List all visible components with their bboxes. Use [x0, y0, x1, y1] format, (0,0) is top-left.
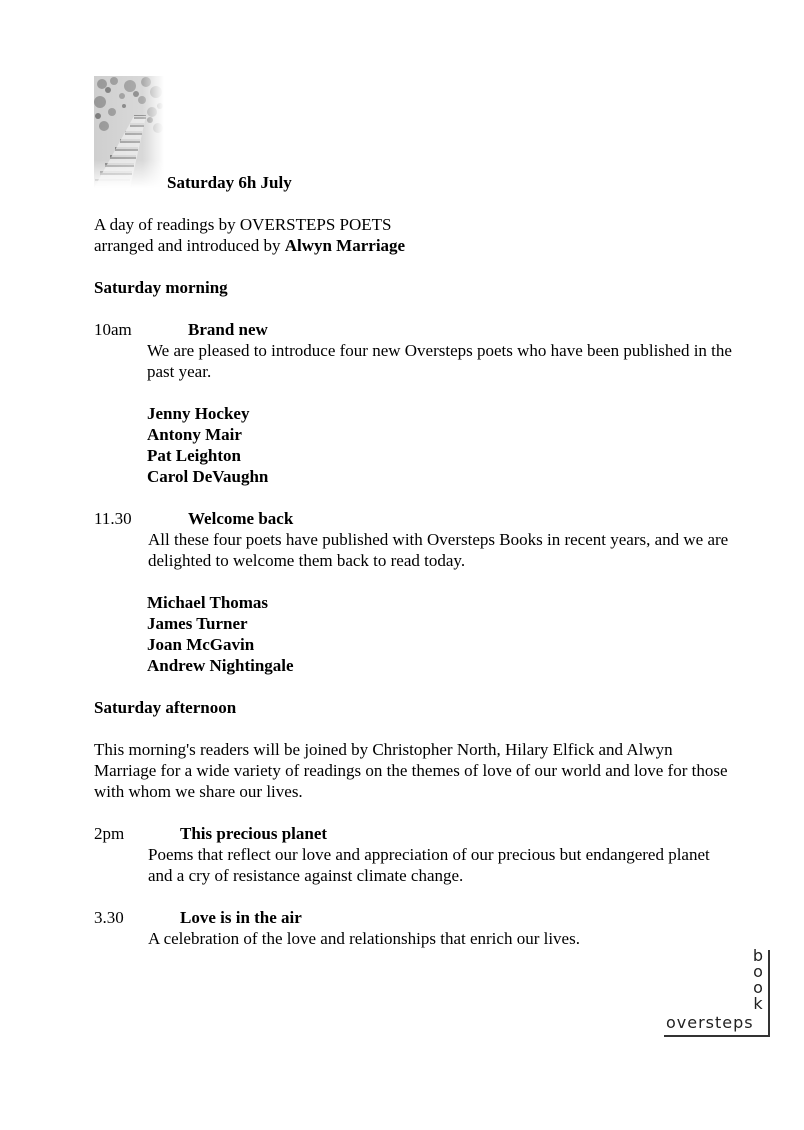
- session-description-line: and a cry of resistance against climate change.: [148, 866, 464, 885]
- session-description-line: Poems that reflect our love and appreciation of our precious but endangered planet: [148, 845, 710, 864]
- session-time: 2pm: [94, 824, 125, 843]
- session-description-line: All these four poets have published with Oversteps Books in recent years, and we are: [148, 530, 729, 549]
- poet-name: Andrew Nightingale: [147, 656, 294, 675]
- poet-name: Jenny Hockey: [147, 404, 250, 423]
- afternoon-intro-line: with whom we share our lives.: [94, 782, 303, 801]
- session-time: 10am: [94, 320, 132, 339]
- morning-heading: Saturday morning: [94, 278, 228, 297]
- oversteps-books-logo: [664, 948, 774, 1038]
- afternoon-intro-line: This morning's readers will be joined by Christopher North, Hilary Elfick and Alwyn: [94, 740, 673, 759]
- session-description-line: past year.: [147, 362, 212, 381]
- session-description-line: A celebration of the love and relationships that enrich our lives.: [148, 929, 580, 948]
- logo-vertical-word: [752, 948, 764, 1012]
- afternoon-intro-line: Marriage for a wide variety of readings on the themes of love of our world and love for those: [94, 761, 728, 780]
- staircase-illustration: [94, 76, 164, 188]
- session-description-line: delighted to welcome them back to read today.: [148, 551, 466, 570]
- logo-letter: b: [752, 946, 764, 965]
- logo-letter: o: [753, 978, 763, 997]
- poet-name: Joan McGavin: [147, 635, 255, 654]
- poet-name: Antony Mair: [147, 425, 242, 444]
- intro-line-1: A day of readings by OVERSTEPS POETS: [94, 215, 392, 234]
- intro-line-2: [94, 236, 405, 256]
- logo-letter: o: [753, 962, 763, 981]
- session-title: Brand new: [188, 320, 268, 339]
- intro-prefix: arranged and introduced by: [94, 236, 285, 255]
- session-title: Welcome back: [188, 509, 294, 528]
- poet-name: Pat Leighton: [147, 446, 241, 465]
- logo-vertical-rule: [768, 950, 770, 1036]
- logo-horizontal-rule: [664, 1035, 770, 1037]
- poet-name: Carol DeVaughn: [147, 467, 269, 486]
- session-title: This precious planet: [180, 824, 328, 843]
- logo-wordmark: oversteps: [666, 1013, 754, 1032]
- session-time: 11.30: [94, 509, 132, 528]
- session-time: 3.30: [94, 908, 124, 927]
- poet-name: Michael Thomas: [147, 593, 269, 612]
- poet-name: James Turner: [147, 614, 248, 633]
- session-title: Love is in the air: [180, 908, 302, 927]
- logo-letter: k: [753, 994, 763, 1013]
- session-description-line: We are pleased to introduce four new Oversteps poets who have been published in the: [147, 341, 732, 360]
- event-date: Saturday 6h July: [167, 173, 292, 192]
- afternoon-heading: Saturday afternoon: [94, 698, 237, 717]
- organiser-name: Alwyn Marriage: [284, 236, 406, 255]
